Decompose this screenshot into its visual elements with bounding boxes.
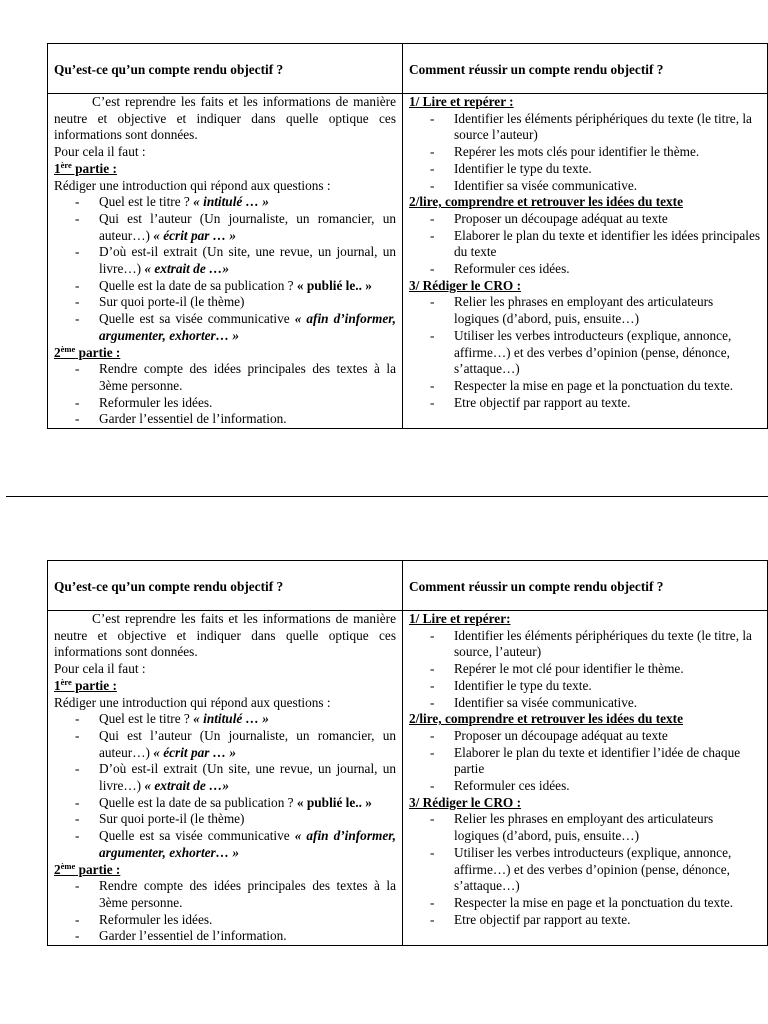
- step-two-list: [409, 211, 761, 278]
- header-cell-how: [403, 44, 768, 94]
- header-cell-what: [48, 44, 403, 94]
- step-three-heading: 3/ Rédiger le CRO :: [409, 794, 522, 810]
- cut-line-divider: [6, 496, 768, 497]
- part-one-lead: Rédiger une introduction qui répond aux questions :: [54, 694, 331, 710]
- header-what-is: Qu’est-ce qu’un compte rendu objectif ?: [54, 61, 284, 77]
- list-item: - Repérer les mots clés pour identifier le thème.: [430, 144, 761, 161]
- header-cell-how: [403, 561, 768, 611]
- header-what-is: Qu’est-ce qu’un compte rendu objectif ?: [54, 578, 284, 594]
- list-item: - Reformuler ces idées.: [430, 778, 761, 795]
- list-item: - Respecter la mise en page et la ponctuation du texte.: [430, 378, 761, 395]
- definition-cell: [48, 611, 403, 946]
- list-item: - Reformuler les idées.: [75, 395, 396, 412]
- list-item: - Rendre compte des idées principales des textes à la 3ème personne.: [75, 878, 396, 911]
- header-how-to: Comment réussir un compte rendu objectif ?: [409, 578, 664, 594]
- list-item: - Repérer le mot clé pour identifier le thème.: [430, 661, 761, 678]
- list-item: - Etre objectif par rapport au texte.: [430, 395, 761, 412]
- method-cell: [403, 94, 768, 429]
- definition-text: C’est reprendre les faits et les informations de manière neutre et objective et indiquer dans quelle optique ces informations sont données.: [54, 611, 396, 660]
- step-two-heading: 2/lire, comprendre et retrouver les idées du texte: [409, 711, 684, 727]
- list-item: - Garder l’essentiel de l’information.: [75, 928, 396, 945]
- list-item: - Utiliser les verbes introducteurs (explique, annonce, affirme…) et des verbes d’opinion (pense, dénonce, s’attaque…): [430, 328, 761, 378]
- list-item: - Sur quoi porte-il (le thème): [75, 294, 396, 311]
- step-one-list: [409, 111, 761, 195]
- part-one-heading: 1ère partie :: [54, 676, 117, 693]
- step-one-list: [409, 628, 761, 712]
- list-item: - D’où est-il extrait (Un site, une revue, un journal, un livre…) « extrait de …»: [75, 244, 396, 277]
- list-item: - Qui est l’auteur (Un journaliste, un romancier, un auteur…) « écrit par … »: [75, 211, 396, 244]
- definition-cell: [48, 94, 403, 429]
- step-three-heading: 3/ Rédiger le CRO :: [409, 277, 522, 293]
- list-item: - Identifier le type du texte.: [430, 161, 761, 178]
- pour-cela-line: Pour cela il faut :: [54, 661, 146, 677]
- list-item: - Elaborer le plan du texte et identifier l’idée de chaque partie: [430, 745, 761, 778]
- list-item: - Identifier les éléments périphériques du texte (le titre, la source l’auteur): [430, 111, 761, 144]
- list-item: - Etre objectif par rapport au texte.: [430, 912, 761, 929]
- list-item: - Proposer un découpage adéquat au texte: [430, 728, 761, 745]
- definition-text: C’est reprendre les faits et les informations de manière neutre et objective et indiquer dans quelle optique ces informations sont données.: [54, 94, 396, 143]
- part-two-heading: 2ème partie :: [54, 860, 121, 877]
- list-item: - Elaborer le plan du texte et identifier les idées principales du texte: [430, 228, 761, 261]
- part-two-list: [54, 878, 396, 945]
- header-how-to: Comment réussir un compte rendu objectif ?: [409, 61, 664, 77]
- list-item: - Identifier les éléments périphériques du texte (le titre, la source, l’auteur): [430, 628, 761, 661]
- list-item: - Proposer un découpage adéquat au texte: [430, 211, 761, 228]
- part-two-heading: 2ème partie :: [54, 343, 121, 360]
- method-cell: [403, 611, 768, 946]
- list-item: - Relier les phrases en employant des articulateurs logiques (d’abord, puis, ensuite…): [430, 811, 761, 844]
- list-item: - Quelle est la date de sa publication ? « publié le.. »: [75, 795, 396, 812]
- list-item: - Reformuler ces idées.: [430, 261, 761, 278]
- pour-cela-line: Pour cela il faut :: [54, 144, 146, 160]
- list-item: - Identifier sa visée communicative.: [430, 695, 761, 712]
- list-item: - Quel est le titre ? « intitulé … »: [75, 711, 396, 728]
- list-item: - Garder l’essentiel de l’information.: [75, 411, 396, 428]
- list-item: - Quelle est sa visée communicative « afin d’informer, argumenter, exhorter… »: [75, 828, 396, 861]
- list-item: - Respecter la mise en page et la ponctuation du texte.: [430, 895, 761, 912]
- list-item: - Quelle est la date de sa publication ? « publié le.. »: [75, 278, 396, 295]
- question-list: [54, 711, 396, 861]
- part-one-lead: Rédiger une introduction qui répond aux questions :: [54, 177, 331, 193]
- question-list: [54, 194, 396, 344]
- list-item: - D’où est-il extrait (Un site, une revue, un journal, un livre…) « extrait de …»: [75, 761, 396, 794]
- list-item: - Identifier le type du texte.: [430, 678, 761, 695]
- step-one-heading: 1/ Lire et repérer:: [409, 611, 511, 626]
- list-item: - Relier les phrases en employant des articulateurs logiques (d’abord, puis, ensuite…): [430, 294, 761, 327]
- step-three-list: [409, 811, 761, 928]
- list-item: - Utiliser les verbes introducteurs (explique, annonce, affirme…) et des verbes d’opinion (pense, dénonce, s’attaque…): [430, 845, 761, 895]
- step-three-list: [409, 294, 761, 411]
- method-table-top: [47, 43, 768, 429]
- method-table-bottom: [47, 560, 768, 946]
- part-two-list: [54, 361, 396, 428]
- list-item: - Qui est l’auteur (Un journaliste, un romancier, un auteur…) « écrit par … »: [75, 728, 396, 761]
- step-two-heading: 2/lire, comprendre et retrouver les idées du texte: [409, 194, 684, 210]
- list-item: - Rendre compte des idées principales des textes à la 3ème personne.: [75, 361, 396, 394]
- step-one-heading: 1/ Lire et repérer :: [409, 94, 514, 109]
- list-item: - Quel est le titre ? « intitulé … »: [75, 194, 396, 211]
- part-one-heading: 1ère partie :: [54, 159, 117, 176]
- step-two-list: [409, 728, 761, 795]
- list-item: - Quelle est sa visée communicative « afin d’informer, argumenter, exhorter… »: [75, 311, 396, 344]
- list-item: - Sur quoi porte-il (le thème): [75, 811, 396, 828]
- header-cell-what: [48, 561, 403, 611]
- list-item: - Reformuler les idées.: [75, 912, 396, 929]
- list-item: - Identifier sa visée communicative.: [430, 178, 761, 195]
